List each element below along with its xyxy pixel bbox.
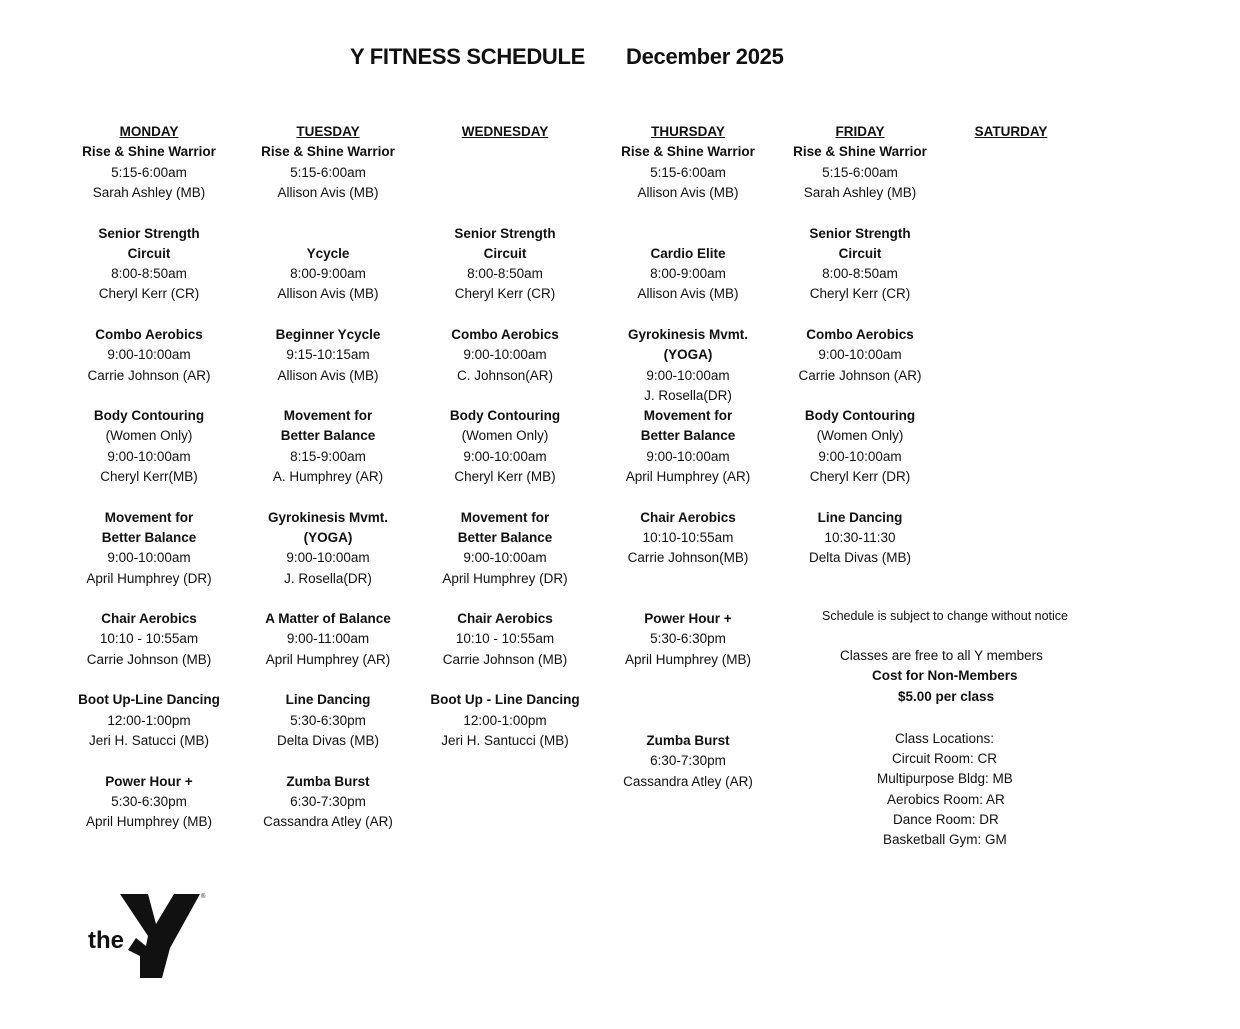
day-header: THURSDAY bbox=[651, 124, 725, 139]
class-time: 9:00-10:00am bbox=[646, 448, 730, 464]
class-time: 9:00-10:00am bbox=[107, 448, 191, 464]
class-time: 9:00-10:00am bbox=[463, 448, 547, 464]
class-entry bbox=[59, 609, 239, 670]
logo-word: the bbox=[88, 927, 124, 954]
class-name: Beginner Ycycle bbox=[275, 327, 381, 342]
class-instructor: Cassandra Atley (AR) bbox=[263, 814, 393, 830]
class-entry bbox=[59, 325, 239, 386]
class-entry bbox=[415, 325, 595, 386]
class-instructor: April Humphrey (MB) bbox=[624, 651, 752, 667]
class-entry bbox=[598, 325, 778, 406]
class-note: (Women Only) bbox=[816, 428, 904, 444]
class-entry bbox=[238, 508, 418, 589]
class-instructor: Cheryl Kerr (DR) bbox=[809, 469, 911, 485]
class-entry bbox=[598, 406, 778, 487]
class-time: 5:15-6:00am bbox=[650, 164, 726, 180]
class-time: 9:00-10:00am bbox=[646, 367, 730, 383]
class-name: Body Contouring bbox=[804, 408, 916, 424]
class-time: 6:30-7:30pm bbox=[290, 793, 366, 809]
class-instructor: Carrie Johnson(MB) bbox=[627, 550, 749, 566]
class-time: 9:00-10:00am bbox=[463, 347, 547, 363]
class-entry bbox=[238, 325, 418, 386]
class-time: 10:10 - 10:55am bbox=[455, 631, 555, 647]
class-instructor: Carrie Johnson (MB) bbox=[86, 651, 212, 667]
class-entry bbox=[598, 609, 778, 670]
class-time: 9:00-10:00am bbox=[818, 448, 902, 464]
class-entry bbox=[770, 325, 950, 386]
class-entry bbox=[415, 508, 595, 589]
free-members-note: Classes are free to all Y members bbox=[840, 648, 1043, 663]
class-name: Better Balance bbox=[457, 529, 553, 545]
class-name: Rise & Shine Warrior bbox=[261, 144, 395, 160]
locations-title: Class Locations: bbox=[895, 731, 995, 746]
non-members-cost: Cost for Non-Members bbox=[872, 668, 1018, 683]
class-instructor: C. Johnson(AR) bbox=[456, 367, 554, 383]
class-instructor: Carrie Johnson (AR) bbox=[87, 367, 211, 383]
class-name: Zumba Burst bbox=[646, 733, 730, 748]
class-note: (Women Only) bbox=[461, 428, 549, 444]
class-instructor: Delta Divas (MB) bbox=[808, 550, 911, 566]
class-name: Better Balance bbox=[640, 428, 736, 444]
class-time: 9:00-10:00am bbox=[818, 347, 902, 363]
change-notice: Schedule is subject to change without notice bbox=[822, 609, 1068, 623]
class-entry bbox=[59, 406, 239, 487]
class-instructor: Allison Avis (MB) bbox=[277, 184, 379, 200]
class-name: Movement for bbox=[283, 408, 373, 424]
class-name: Ycycle bbox=[306, 245, 350, 261]
class-time: 9:00-11:00am bbox=[286, 631, 370, 647]
class-name: Gyrokinesis Mvmt. bbox=[627, 327, 749, 342]
class-name: Senior Strength bbox=[809, 225, 911, 241]
class-name: (YOGA) bbox=[663, 347, 713, 363]
class-entry bbox=[238, 609, 418, 670]
day-header: WEDNESDAY bbox=[461, 124, 549, 139]
class-name: Better Balance bbox=[280, 428, 376, 444]
class-time: 8:00-8:50am bbox=[822, 266, 898, 282]
class-name: Zumba Burst bbox=[286, 773, 370, 789]
class-instructor: April Humphrey (AR) bbox=[625, 469, 751, 485]
class-instructor: April Humphrey (DR) bbox=[86, 570, 212, 586]
class-name: A Matter of Balance bbox=[265, 611, 391, 627]
location-item: Basketball Gym: GM bbox=[883, 832, 1007, 848]
location-item: Circuit Room: CR bbox=[892, 751, 998, 766]
class-instructor: Jeri H. Santucci (MB) bbox=[441, 732, 569, 748]
class-entry bbox=[238, 406, 418, 487]
class-time: 9:00-10:00am bbox=[107, 550, 191, 566]
day-column-monday bbox=[59, 122, 239, 830]
class-instructor: J. Rosella(DR) bbox=[284, 570, 372, 586]
class-entry bbox=[770, 224, 950, 305]
class-name: Senior Strength bbox=[454, 225, 556, 241]
class-entry bbox=[59, 508, 239, 589]
class-time: 9:00-10:00am bbox=[463, 550, 547, 566]
class-name: Better Balance bbox=[101, 529, 197, 545]
class-time: 8:00-9:00am bbox=[650, 266, 726, 282]
class-entry bbox=[238, 772, 418, 833]
class-name: Body Contouring bbox=[449, 408, 561, 424]
class-time: 10:10 - 10:55am bbox=[99, 631, 199, 647]
logo-vertical-word: YMCA bbox=[166, 956, 175, 980]
class-entry bbox=[238, 244, 418, 305]
class-name: Movement for bbox=[104, 509, 194, 525]
day-header: TUESDAY bbox=[296, 124, 360, 139]
class-entry bbox=[415, 609, 595, 670]
class-time: 8:00-9:00am bbox=[290, 266, 366, 282]
class-name: Combo Aerobics bbox=[451, 327, 559, 342]
class-name: Chair Aerobics bbox=[457, 611, 553, 627]
class-name: Rise & Shine Warrior bbox=[793, 144, 927, 160]
class-name: Movement for bbox=[643, 408, 733, 424]
day-header: MONDAY bbox=[119, 124, 179, 139]
class-time: 5:30-6:30pm bbox=[111, 793, 187, 809]
class-name: Circuit bbox=[483, 245, 527, 261]
day-column-saturday bbox=[921, 122, 1101, 142]
class-time: 8:15-9:00am bbox=[290, 448, 366, 464]
class-entry bbox=[238, 690, 418, 751]
class-price: $5.00 per class bbox=[898, 689, 995, 704]
class-instructor: Cheryl Kerr (CR) bbox=[98, 286, 200, 302]
class-time: 5:15-6:00am bbox=[111, 164, 187, 180]
class-time: 5:30-6:30pm bbox=[290, 712, 366, 728]
class-time: 12:00-1:00pm bbox=[463, 712, 547, 728]
ymca-logo bbox=[88, 886, 218, 981]
registered-mark: ® bbox=[201, 894, 206, 900]
logo-y-mark bbox=[120, 894, 200, 978]
class-entry bbox=[59, 772, 239, 833]
class-time: 8:00-8:50am bbox=[467, 266, 543, 282]
class-entry bbox=[238, 142, 418, 203]
class-name: Gyrokinesis Mvmt. bbox=[267, 509, 389, 525]
class-time: 6:30-7:30pm bbox=[650, 753, 726, 769]
class-name: Power Hour + bbox=[105, 773, 193, 789]
class-instructor: J. Rosella(DR) bbox=[644, 387, 732, 403]
class-entry bbox=[598, 244, 778, 305]
class-instructor: Jeri H. Satucci (MB) bbox=[88, 732, 210, 748]
class-entry bbox=[59, 142, 239, 203]
class-time: 8:00-8:50am bbox=[111, 266, 187, 282]
class-instructor: Cheryl Kerr (CR) bbox=[454, 286, 556, 302]
class-instructor: Allison Avis (MB) bbox=[637, 286, 739, 302]
class-name: Rise & Shine Warrior bbox=[621, 144, 755, 160]
class-time: 5:15-6:00am bbox=[822, 164, 898, 180]
class-name: Movement for bbox=[460, 509, 550, 525]
class-name: Rise & Shine Warrior bbox=[82, 144, 216, 160]
class-instructor: Cassandra Atley (AR) bbox=[623, 773, 753, 789]
class-instructor: April Humphrey (AR) bbox=[265, 651, 391, 667]
class-instructor: Cheryl Kerr (MB) bbox=[454, 469, 556, 485]
class-instructor: A. Humphrey (AR) bbox=[272, 469, 384, 485]
class-name: Combo Aerobics bbox=[95, 327, 203, 342]
day-column-thursday bbox=[598, 122, 778, 789]
class-instructor: Cheryl Kerr (CR) bbox=[809, 286, 911, 302]
class-name: Circuit bbox=[838, 245, 882, 261]
class-name: Line Dancing bbox=[285, 692, 371, 708]
class-instructor: Sarah Ashley (MB) bbox=[803, 184, 917, 200]
class-name: Body Contouring bbox=[93, 408, 205, 424]
class-name: Line Dancing bbox=[817, 509, 903, 525]
class-name: Boot Up-Line Dancing bbox=[78, 692, 220, 708]
class-name: Chair Aerobics bbox=[640, 509, 736, 525]
class-entry bbox=[59, 690, 239, 751]
class-entry bbox=[770, 406, 950, 487]
class-instructor: Allison Avis (MB) bbox=[277, 367, 379, 383]
day-header: SATURDAY bbox=[974, 124, 1048, 139]
day-column-wednesday bbox=[415, 122, 595, 748]
class-instructor: April Humphrey (MB) bbox=[85, 814, 213, 830]
class-instructor: Delta Divas (MB) bbox=[276, 732, 379, 748]
class-time: 12:00-1:00pm bbox=[107, 712, 191, 728]
schedule-title: Y FITNESS SCHEDULE bbox=[350, 44, 586, 69]
class-name: Power Hour + bbox=[644, 611, 732, 627]
location-item: Dance Room: DR bbox=[893, 811, 999, 827]
class-entry bbox=[598, 508, 778, 569]
class-instructor: April Humphrey (DR) bbox=[442, 570, 568, 586]
class-entry bbox=[770, 142, 950, 203]
class-instructor: Carrie Johnson (MB) bbox=[442, 651, 568, 667]
class-time: 9:00-10:00am bbox=[107, 347, 191, 363]
class-entry bbox=[598, 142, 778, 203]
class-note: (Women Only) bbox=[105, 428, 193, 444]
class-name: Circuit bbox=[127, 245, 171, 261]
class-entry bbox=[415, 406, 595, 487]
location-item: Multipurpose Bldg: MB bbox=[877, 771, 1013, 787]
class-instructor: Carrie Johnson (AR) bbox=[798, 367, 922, 383]
class-time: 9:00-10:00am bbox=[286, 550, 370, 566]
class-time: 9:15-10:15am bbox=[286, 347, 370, 363]
class-entry bbox=[415, 690, 595, 751]
class-name: Combo Aerobics bbox=[806, 327, 914, 342]
class-time: 5:15-6:00am bbox=[290, 164, 366, 180]
class-instructor: Allison Avis (MB) bbox=[277, 286, 379, 302]
day-header: FRIDAY bbox=[835, 124, 885, 139]
class-time: 10:30-11:30 bbox=[824, 529, 896, 545]
class-name: Chair Aerobics bbox=[101, 611, 197, 627]
class-name: (YOGA) bbox=[303, 529, 353, 545]
class-time: 10:10-10:55am bbox=[642, 529, 734, 545]
class-entry bbox=[770, 508, 950, 569]
location-item: Aerobics Room: AR bbox=[887, 791, 1005, 807]
class-time: 5:30-6:30pm bbox=[650, 631, 726, 647]
schedule-date: December 2025 bbox=[626, 44, 784, 69]
class-instructor: Cheryl Kerr(MB) bbox=[100, 469, 198, 485]
class-name: Cardio Elite bbox=[650, 245, 726, 261]
class-entry bbox=[59, 224, 239, 305]
class-name: Senior Strength bbox=[98, 225, 200, 241]
class-instructor: Allison Avis (MB) bbox=[637, 184, 739, 200]
class-name: Boot Up - Line Dancing bbox=[430, 692, 580, 708]
class-entry bbox=[415, 224, 595, 305]
class-entry bbox=[598, 731, 778, 792]
day-column-tuesday bbox=[238, 122, 418, 830]
class-instructor: Sarah Ashley (MB) bbox=[92, 184, 206, 200]
